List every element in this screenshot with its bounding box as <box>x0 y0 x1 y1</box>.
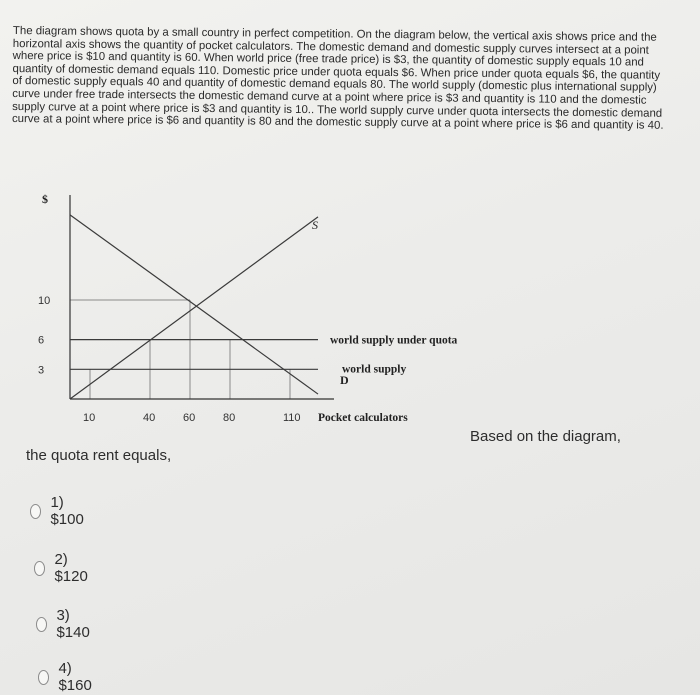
option-label: 3) $140 <box>56 607 90 641</box>
option-3[interactable] <box>36 607 93 641</box>
option-2[interactable] <box>34 551 91 585</box>
series-line-s <box>70 217 318 399</box>
demand-curve-label: D <box>340 373 349 388</box>
option-4[interactable] <box>38 660 95 694</box>
quota-rent-prompt: the quota rent equals, <box>26 447 172 464</box>
x-tick-label: 80 <box>223 412 236 424</box>
supply-curve-label: S <box>312 217 318 232</box>
x-axis-label: Pocket calculators <box>318 412 408 424</box>
y-tick-label: 6 <box>38 334 45 347</box>
option-label: 4) $160 <box>58 660 92 694</box>
radio-circle-icon[interactable] <box>38 670 49 685</box>
option-label: 1) $100 <box>50 494 84 528</box>
option-label: 2) $120 <box>54 551 88 585</box>
y-tick-label: 10 <box>38 295 51 307</box>
world-supply-label: world supply <box>342 363 407 376</box>
x-tick-label: 10 <box>83 412 96 424</box>
radio-circle-icon[interactable] <box>30 504 41 519</box>
y-tick-label: 3 <box>38 364 45 377</box>
radio-circle-icon[interactable] <box>34 561 45 576</box>
question-text: The diagram shows quota by a small country in perfect competition. On the diagram below, the vertical axis shows price and the horizontal axis shows the quantity of pocket calculators. The domestic demand and domestic supply curves intersect at a point where price is $10 and quantity is 60. When world price (free trade price) is $3, the quantity of domestic supply equals 10 and quantity of domestic demand equals 110. Domestic price under quota equals $6. When price under quota equals $6, the quantity of domestic supply equals 40 and quantity of domestic demand equals 80. The world supply (domestic plus international supply) curve under free trade intersects the domestic demand curve at a point where price is $3 and quantity is 110 and the domestic supply curve at a point where price is $3 and quantity is 10.. The world supply curve under quota intersects the domestic demand curve at a point where price is $6 and quantity is 80 and the domestic supply curve at a point where price is $6 and quantity is 40. <box>11 25 664 132</box>
x-tick-label: 110 <box>283 412 301 424</box>
based-on-text: Based on the diagram, <box>470 428 621 445</box>
radio-circle-icon[interactable] <box>36 617 47 632</box>
x-tick-label: 60 <box>183 412 196 424</box>
series-line-d <box>70 215 318 394</box>
y-axis-label: $ <box>42 192 48 206</box>
quota-supply-label: world supply under quota <box>330 334 458 347</box>
supply-demand-chart <box>0 185 480 430</box>
x-tick-label: 40 <box>143 412 156 424</box>
option-1[interactable] <box>30 494 87 528</box>
